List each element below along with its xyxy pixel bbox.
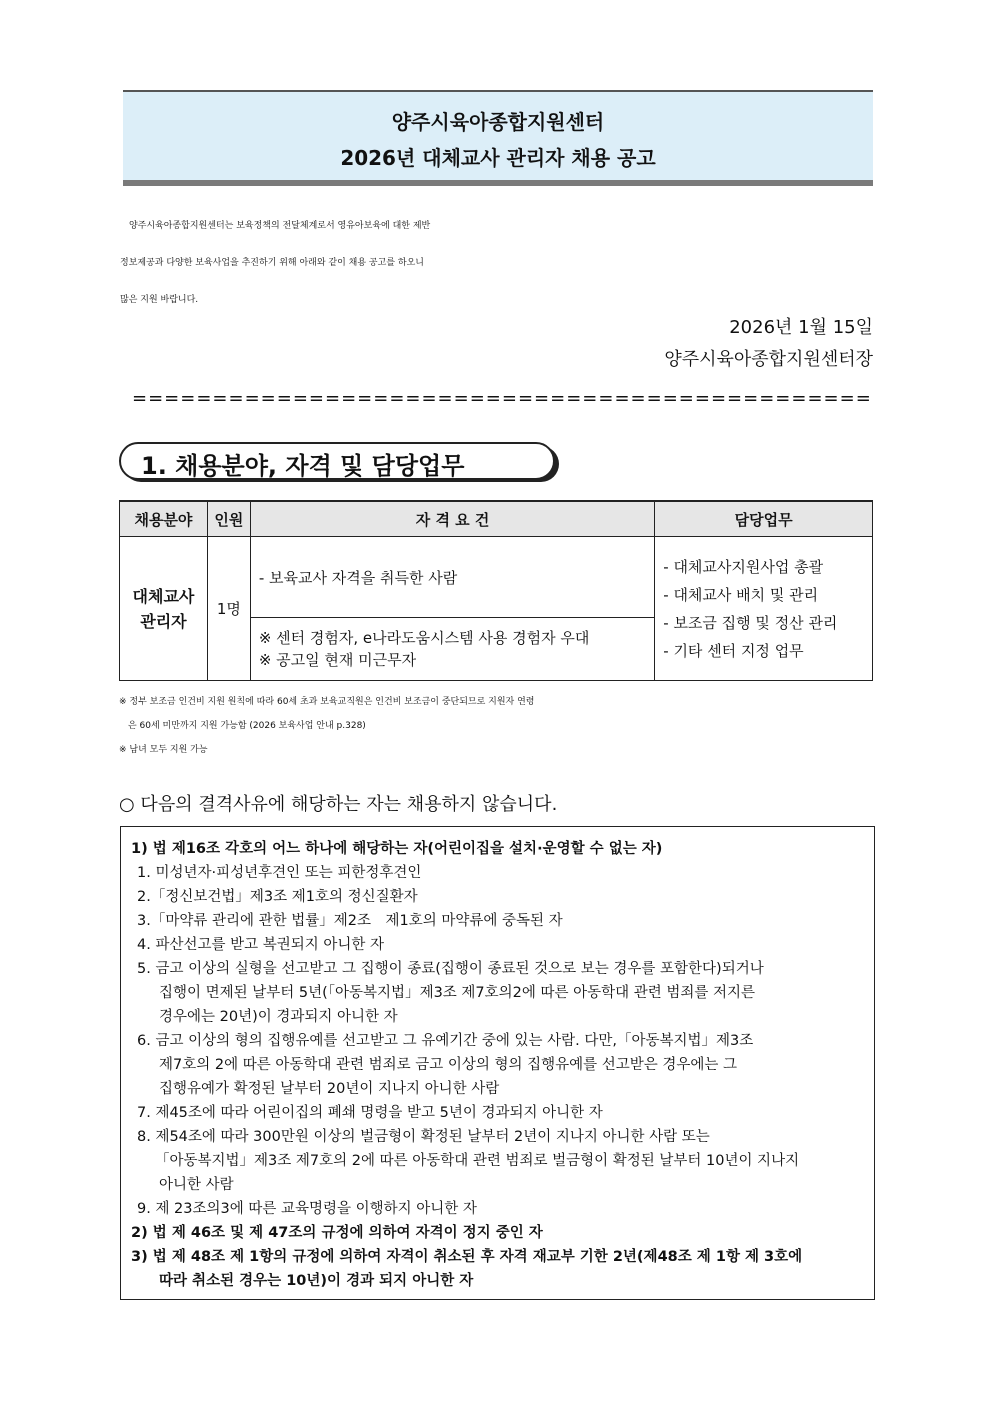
qualification-preferred bbox=[250, 618, 654, 681]
dq-line: 3) 법 제 48조 제 1항의 규정에 의하여 자격이 취소된 후 자격 재교부 기한 2년(제48조 제 1항 제 3호에 bbox=[131, 1249, 803, 1265]
divider-rule: ============================================== bbox=[132, 388, 872, 409]
dq-line: 7. 제45조에 따라 어린이집의 폐쇄 명령을 받고 5년이 경과되지 아니한 자 bbox=[137, 1105, 603, 1121]
dq-line: 따라 취소된 경우는 10년)이 경과 되지 아니한 자 bbox=[159, 1273, 474, 1289]
table-row bbox=[120, 537, 873, 618]
intro-line: 많은 지원 바랍니다. bbox=[120, 295, 199, 305]
dq-line: 5. 금고 이상의 실형을 선고받고 그 집행이 종료(집행이 종료된 것으로 보는 경우를 포함한다)되거나 bbox=[137, 961, 764, 977]
notes bbox=[119, 690, 875, 762]
header-qualification: 자 격 요 건 bbox=[250, 501, 654, 537]
header-field: 채용분야 bbox=[120, 501, 208, 537]
field-line: 대체교사 bbox=[132, 586, 195, 606]
header-count: 인원 bbox=[207, 501, 250, 537]
requirements-table bbox=[119, 500, 873, 681]
table-header-row bbox=[120, 501, 873, 537]
notice-title: 2026년 대체교사 관리자 채용 공고 bbox=[340, 146, 656, 170]
section-title: 1. 채용분야, 자격 및 담당업무 bbox=[141, 452, 465, 480]
dq-line: 2) 법 제 46조 및 제 47조의 규정에 의하여 자격이 정지 중인 자 bbox=[131, 1225, 543, 1241]
duty-item: - 기타 센터 지정 업무 bbox=[663, 641, 804, 660]
dq-line: 아니한 사람 bbox=[159, 1177, 234, 1193]
count-cell: 1명 bbox=[207, 537, 250, 681]
dq-line: 2.「정신보건법」제3조 제1호의 정신질환자 bbox=[137, 889, 418, 905]
dq-line: 1) 법 제16조 각호의 어느 하나에 해당하는 자(어린이집을 설치·운영할 수 없는 자) bbox=[131, 841, 663, 857]
qualification-main: - 보육교사 자격을 취득한 사람 bbox=[250, 537, 654, 618]
disqualification-box bbox=[120, 826, 875, 1300]
title-box bbox=[123, 90, 873, 180]
org-title: 양주시육아종합지원센터 bbox=[391, 110, 605, 134]
duty-item: - 대체교사지원사업 총괄 bbox=[663, 557, 824, 576]
pref-line: ※ 공고일 현재 미근무자 bbox=[258, 651, 417, 669]
dq-line: 집행이 면제된 날부터 5년(「아동복지법」제3조 제7호의2에 따른 아동학대 관련 범죄를 저지른 bbox=[159, 985, 756, 1001]
dq-line: 6. 금고 이상의 형의 집행유예를 선고받고 그 유예기간 중에 있는 사람. 다만,「아동복지법」제3조 bbox=[137, 1033, 754, 1049]
dq-line: 4. 파산선고를 받고 복권되지 아니한 자 bbox=[137, 937, 384, 953]
disqualify-intro: ○ 다음의 결격사유에 해당하는 자는 채용하지 않습니다. bbox=[119, 794, 558, 815]
section-heading bbox=[119, 442, 559, 482]
field-cell bbox=[120, 537, 208, 681]
dq-line: 3.「마약류 관리에 관한 법률」제2조 제1호의 마약류에 중독된 자 bbox=[137, 913, 563, 929]
dq-line: 1. 미성년자·피성년후견인 또는 피한정후견인 bbox=[137, 865, 422, 881]
intro-line: 정보제공과 다양한 보육사업을 추진하기 위해 아래와 같이 채용 공고를 하오니 bbox=[120, 258, 424, 268]
dq-line: 경우에는 20년)이 경과되지 아니한 자 bbox=[159, 1009, 398, 1025]
duty-item: - 대체교사 배치 및 관리 bbox=[663, 585, 819, 604]
note-line: ※ 정부 보조금 인건비 지원 원칙에 따라 60세 초과 보육교직원은 인건비 보조금이 중단되므로 지원자 연령 bbox=[119, 697, 535, 707]
duties-cell bbox=[655, 537, 873, 681]
intro-paragraph bbox=[120, 208, 874, 319]
note-line: 은 60세 미만까지 지원 가능함 (2026 보육사업 안내 p.328) bbox=[119, 721, 366, 731]
field-line: 관리자 bbox=[140, 611, 187, 631]
header-duties: 담당업무 bbox=[655, 501, 873, 537]
duty-item: - 보조금 집행 및 정산 관리 bbox=[663, 613, 838, 632]
dq-line: 집행유예가 확정된 날부터 20년이 지나지 아니한 사람 bbox=[159, 1081, 500, 1097]
issuer: 양주시육아종합지원센터장 bbox=[664, 349, 873, 370]
note-line: ※ 남녀 모두 지원 가능 bbox=[119, 745, 208, 755]
intro-line: 양주시육아종합지원센터는 보육정책의 전달체계로서 영유아보육에 대한 제반 bbox=[120, 221, 431, 231]
notice-date: 2026년 1월 15일 bbox=[729, 317, 873, 338]
title-underline bbox=[123, 180, 873, 186]
dq-line: 8. 제54조에 따라 300만원 이상의 벌금형이 확정된 날부터 2년이 지나지 아니한 사람 또는 bbox=[137, 1129, 710, 1145]
dq-line: 9. 제 23조의3에 따른 교육명령을 이행하지 아니한 자 bbox=[137, 1201, 477, 1217]
pref-line: ※ 센터 경험자, e나라도움시스템 사용 경험자 우대 bbox=[258, 629, 590, 647]
dq-line: 「아동복지법」제3조 제7호의 2에 따른 아동학대 관련 범죄로 벌금형이 확정된 날부터 10년이 지나지 bbox=[155, 1153, 800, 1169]
dq-line: 제7호의 2에 따른 아동학대 관련 범죄로 금고 이상의 형의 집행유예를 선고받은 경우에는 그 bbox=[159, 1057, 738, 1073]
